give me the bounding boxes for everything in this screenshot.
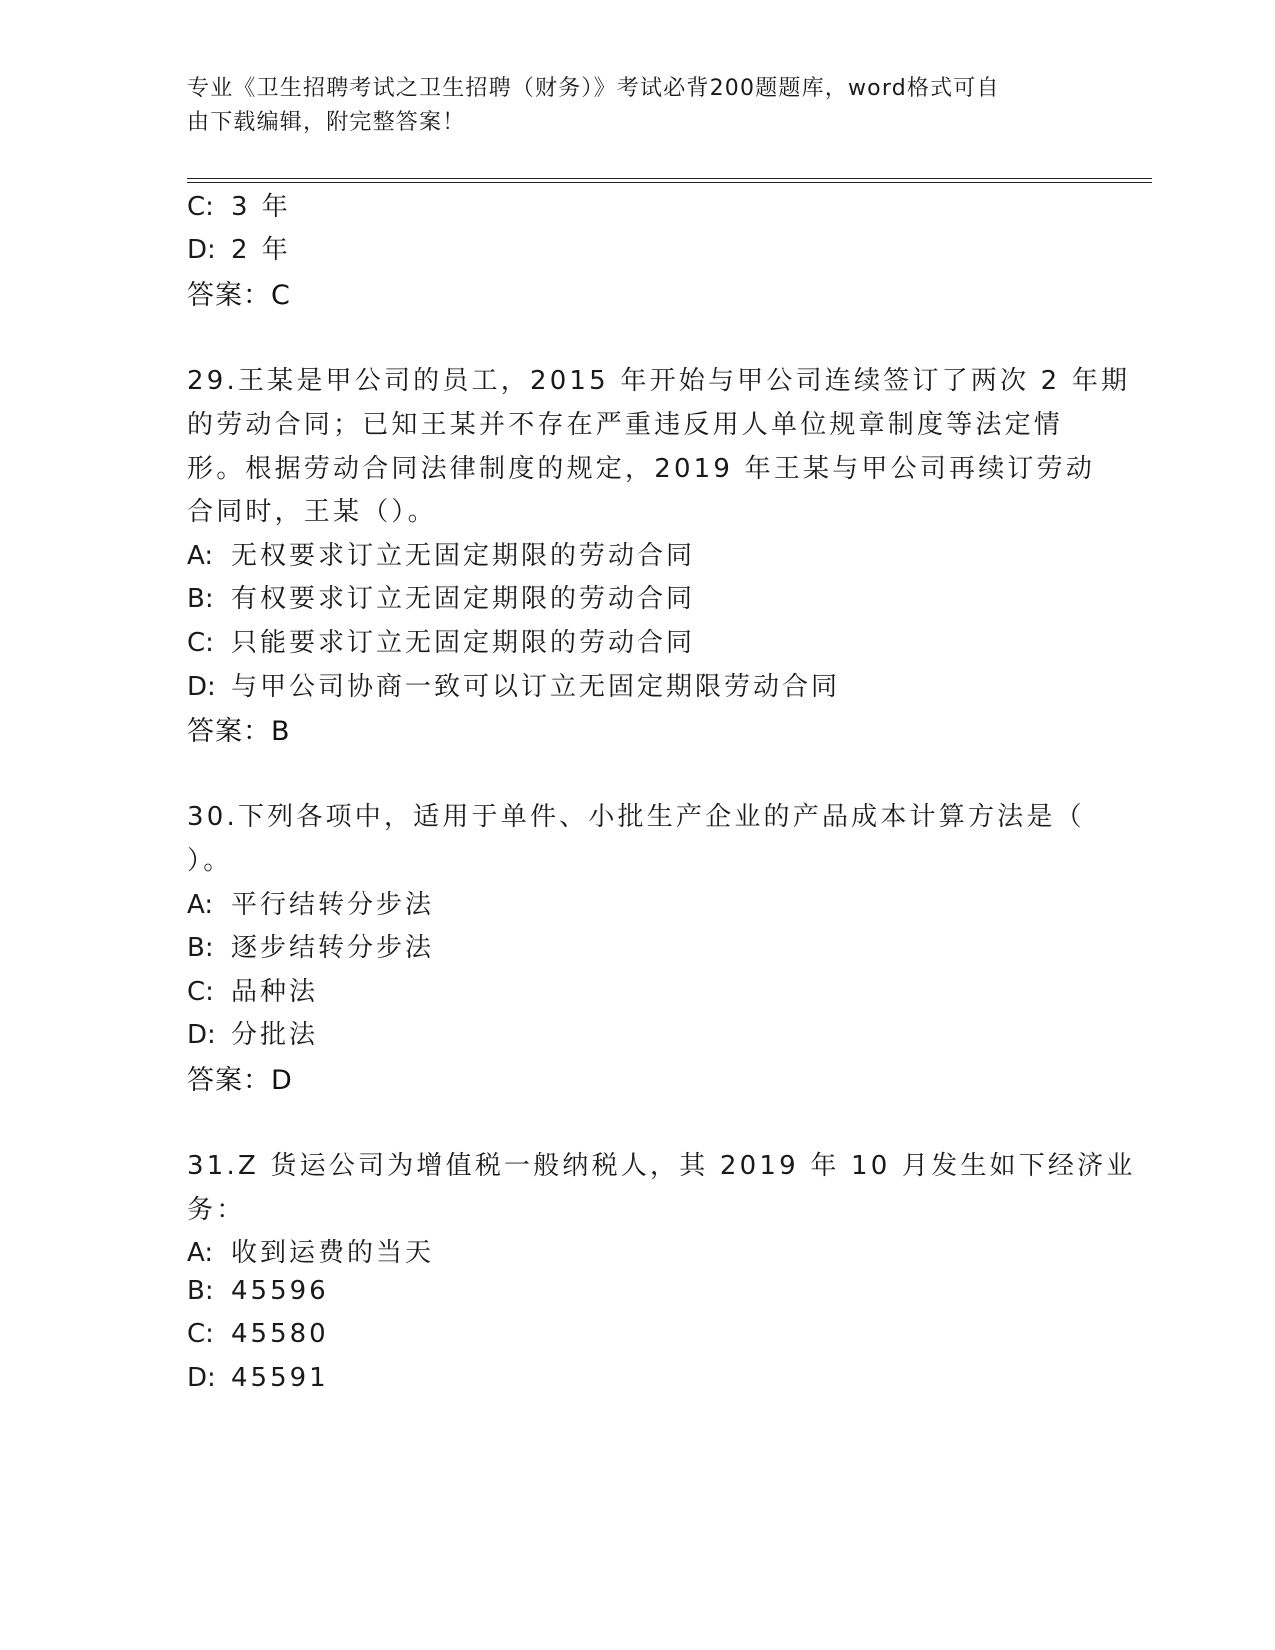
question-31-line-1: 31.Z 货运公司为增值税一般纳税人，其 2019 年 10 月发生如下经济业 [187, 1151, 1136, 1181]
question-30-option-a: A: 平行结转分步法 [187, 890, 435, 920]
question-30-option-b: B: 逐步结转分步法 [187, 933, 435, 963]
question-30-option-c: C: 品种法 [187, 977, 319, 1007]
question-29-answer: 答案：B [187, 716, 291, 747]
header-line-2: 由下载编辑，附完整答案！ [187, 110, 466, 135]
header-divider-bottom [187, 182, 1152, 183]
question-31-option-a: A: 收到运费的当天 [187, 1238, 435, 1268]
question-31-option-c: C: 45580 [187, 1319, 329, 1349]
prev-option-c: C: 3 年 [187, 192, 291, 222]
question-30-line-1: 30.下列各项中，适用于单件、小批生产企业的产品成本计算方法是（ [187, 802, 1085, 832]
header-divider-top [187, 178, 1152, 179]
question-29-option-d: D: 与甲公司协商一致可以订立无固定期限劳动合同 [187, 672, 841, 702]
question-29-option-b: B: 有权要求订立无固定期限的劳动合同 [187, 584, 696, 614]
question-29-option-c: C: 只能要求订立无固定期限的劳动合同 [187, 628, 696, 658]
question-31-line-2: 务： [187, 1195, 246, 1225]
prev-answer: 答案：C [187, 280, 291, 311]
question-29-line-1: 29.王某是甲公司的员工，2015 年开始与甲公司连续签订了两次 2 年期 [187, 366, 1131, 396]
question-30-answer: 答案：D [187, 1065, 293, 1096]
prev-option-d: D: 2 年 [187, 235, 291, 265]
question-30-line-2: ）。 [187, 846, 233, 876]
question-29-line-4: 合同时，王某（）。 [187, 497, 437, 527]
question-29-option-a: A: 无权要求订立无固定期限的劳动合同 [187, 541, 696, 571]
question-29-line-2: 的劳动合同；已知王某并不存在严重违反用人单位规章制度等法定情 [187, 410, 1064, 440]
question-30-option-d: D: 分批法 [187, 1020, 319, 1050]
header-line-1: 专业《卫生招聘考试之卫生招聘（财务）》考试必背200题题库，word格式可自 [187, 76, 1000, 101]
question-31-option-d: D: 45591 [187, 1363, 329, 1393]
document-header [187, 72, 1067, 140]
question-31-option-b: B: 45596 [187, 1276, 329, 1306]
question-29-line-3: 形。根据劳动合同法律制度的规定，2019 年王某与甲公司再续订劳动 [187, 454, 1096, 484]
